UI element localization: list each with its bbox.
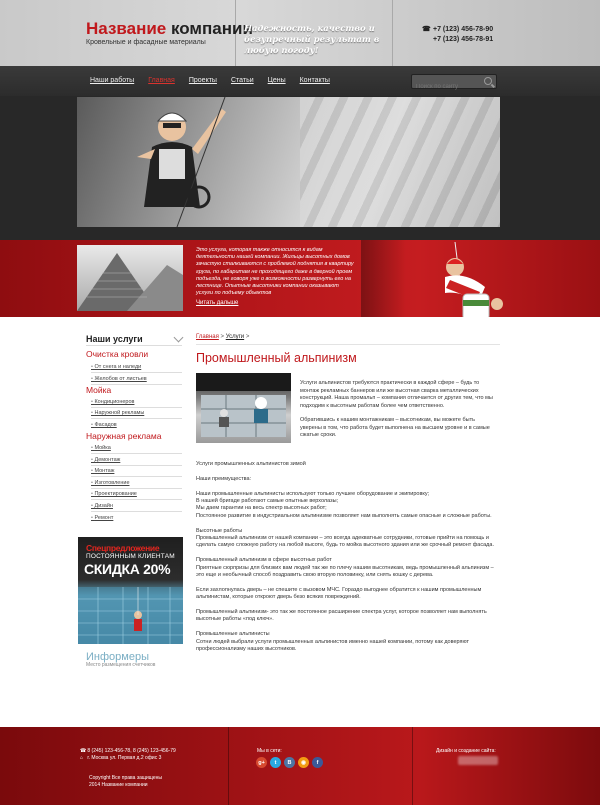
sidebar-item[interactable]: • Ремонт: [91, 515, 113, 521]
phone-number: +7 (123) 456-78-91: [433, 36, 494, 43]
nav-item-contacts[interactable]: Контакты: [299, 77, 330, 84]
sidebar-item[interactable]: • Кондиционеров: [91, 399, 134, 405]
logo-title-red: Название: [86, 19, 167, 38]
sidebar-item[interactable]: • Демонтаж: [91, 457, 120, 463]
discount-promo-banner[interactable]: [78, 537, 183, 644]
sidebar-heading[interactable]: [86, 334, 182, 344]
header-phones: [422, 25, 493, 45]
sidebar-item[interactable]: • Дизайн: [91, 503, 113, 509]
strip-building-photo: [77, 245, 183, 311]
sidebar-item[interactable]: • Проектирование: [91, 491, 137, 497]
sidebar-item[interactable]: • От снега и наледи: [91, 364, 141, 370]
footer-contacts: ☎ 8 (245) 123-456-78, 8 (245) 123-456-79 ⌂ г. Москва ул. Первая д.2 офис 3: [80, 748, 176, 761]
header-slogan: Надежность, качество и безупречный результат в любую погоду!: [244, 24, 380, 56]
nav-item-works[interactable]: Наши работы: [90, 77, 135, 84]
footer-copyright: Copyright Все права защищены 2014 Название компании: [89, 775, 163, 788]
google-plus-icon[interactable]: g+: [256, 757, 267, 768]
climber-illustration: [117, 97, 247, 227]
sidebar-divider: [86, 345, 182, 346]
nav-item-prices[interactable]: Цены: [267, 77, 286, 84]
location-icon: ⌂: [80, 755, 84, 761]
sidebar-item[interactable]: • Фасадов: [91, 422, 117, 428]
hero-banner-image: [77, 97, 500, 227]
social-label: Мы в сети:: [257, 748, 282, 754]
sidebar-item[interactable]: • Желобов от листьев: [91, 376, 147, 382]
sidebar-category-ads[interactable]: Наружная реклама: [86, 431, 162, 441]
page-title: Промышленный альпинизм: [196, 351, 357, 365]
intro-text: Услуги альпинистов требуются практически в каждой сфере – будь то монтаж рекламных баннеров или же высотная сварка металлических конструкций. Наша промальп – компания отличается от других тем, что мы подходим к высотным работам более чем ответственно. Обратившись к нашим монтажникам – высотникам, вы можете быть уверены в том, что работа будет выполнена на высшем уровне и в самые сжатые сроки.: [300, 380, 493, 438]
breadcrumb: Главная > Услуги >: [196, 334, 250, 340]
twitter-icon[interactable]: t: [270, 757, 281, 768]
sidebar-item[interactable]: • Наружной рекламы: [91, 410, 144, 416]
promo-building-illustration: [78, 537, 183, 644]
strip-text: Это услуга, которая также относится к видам деятельности нашей компании. Жильцы высотных домов зачастую сталкиваются с проблемой поднятия в квартиру груза, по габаритам не проходящего даже в дверной проем подъезда, не говоря уже о возможности развернуть его на лестнице. Опытные высотники компании оказывают услуги по подъему объектов: [196, 247, 354, 297]
read-more-link[interactable]: Читать дальше: [196, 300, 239, 306]
promo-title: Спецпредложение: [86, 543, 160, 553]
informers-subtitle: Место размещения счетчиков: [86, 662, 156, 668]
article-body: Услуги промышленных альпинистов зимой Наши преимущества: Наши промышленные альпинисты используют только лучшее оборудование и экипировку; В нашей бригаде работают самые опытные верхолазы; Мы даем гарантии на весь спектр высотных работ; Постоянное развитие в индустриальном альпинизме позволяет нам выполнять самые опасные и сложные работы. Высотные работы Промышленный альпинизм от нашей компании – это всегда адекватные сотрудники, готовые прийти на помощь и сделать самую сложную работу на любой высоте, будь то мойка высотного здания или же срочный ремонт фасада. Промышленный альпинизм в сфере высотных работ Приятные сюрпризы для близких вам людей так же по плечу нашим высотникам, ведь промышленный альпинизм – это еще и необычный способ поздравить свою вторую половинку, или снять кошку с дерева. Если захлопнулась дверь – не спешите с вызовом МЧС. Гораздо выгоднее обратится к нашим промышленным альпинистам, которые откроют дверь безо всяких повреждений. Промышленный альпинизм- это так же постоянное расширение спектра услуг, которое позволяет нам выполнять высотные работы «под ключ». Промышленные альпинисты Сотни людей выбрали услуги промышленных альпинистов именно нашей компании, потому как доверяют профессионализму наших высотников.: [196, 461, 494, 653]
main-nav: [0, 66, 600, 96]
nav-item-articles[interactable]: Статьи: [230, 77, 254, 84]
sidebar-category-wash[interactable]: Мойка: [86, 385, 112, 395]
search-input[interactable]: [412, 81, 482, 94]
sidebar-title: Наши услуги: [86, 334, 143, 344]
sidebar-item[interactable]: • Мойка: [91, 445, 111, 451]
sidebar-item[interactable]: • Изготовление: [91, 480, 130, 486]
promo-discount: СКИДКА 20%: [84, 561, 171, 577]
chevron-down-icon[interactable]: [174, 332, 184, 342]
logo-title-dark: компании: [170, 19, 253, 38]
developer-logo[interactable]: [458, 756, 498, 765]
logo-subtitle: Кровельные и фасадные материалы: [86, 39, 206, 46]
breadcrumb-home[interactable]: Главная: [196, 334, 219, 340]
search-icon[interactable]: [484, 77, 492, 85]
informers-title: Информеры: [86, 651, 149, 663]
nav-item-home[interactable]: Главная: [148, 77, 175, 84]
site-logo[interactable]: [86, 20, 253, 46]
sidebar-item[interactable]: • Монтаж: [91, 468, 114, 474]
phone-number: +7 (123) 456-78-90: [433, 26, 494, 33]
facebook-icon[interactable]: f: [312, 757, 323, 768]
sidebar-category-roof[interactable]: Очистка кровли: [86, 349, 149, 359]
developer-label: Дизайн и создание сайта:: [436, 748, 496, 754]
climbers-photo: [196, 373, 291, 443]
vk-icon[interactable]: В: [284, 757, 295, 768]
breadcrumb-current: Услуги: [225, 334, 245, 340]
phone-icon: ☎: [422, 26, 431, 33]
promo-subtitle: ПОСТОЯННЫМ КЛИЕНТАМ: [86, 553, 175, 560]
search-box: [411, 74, 497, 89]
rss-icon[interactable]: ◉: [298, 757, 309, 768]
nav-item-projects[interactable]: Проекты: [188, 77, 217, 84]
phone-icon: ☎: [80, 748, 87, 754]
social-links: [256, 757, 323, 768]
